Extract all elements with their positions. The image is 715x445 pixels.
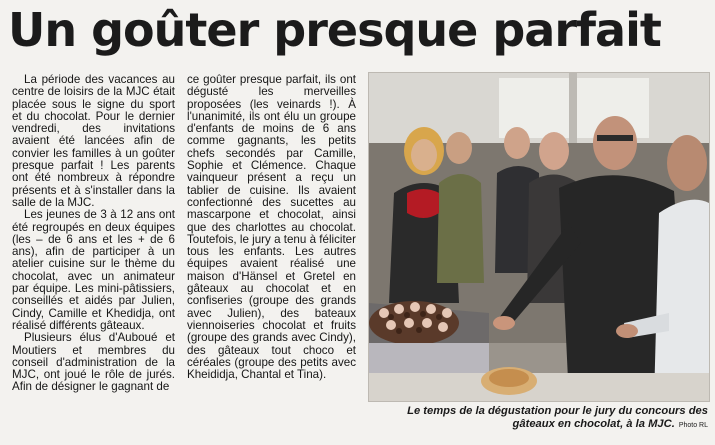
photo-credit: Photo RL	[678, 422, 708, 429]
caption-text: Le temps de la dégustation pour le jury du concours des gâteaux en chocolat, à la MJC.	[407, 405, 708, 430]
photo-illustration	[369, 73, 709, 401]
paragraph: ce goûter presque parfait, ils ont dégusté les merveilles proposées (les veinards !). À l'unanimité, ils ont élu un groupe d'enfants de moins de 6 ans comme gagnants, les petits chefs secondés par Camille, Sophie et Clémence. Chaque vainqueur présent a reçu un tablier de cuisine. Ils avaient confectionné des sucettes au mascarpone et chocolat, ainsi que des charlottes au chocolat. Toutefois, le jury a tenu à féliciter tous les enfants. Les autres équipes avaient réalisé une maison d'Hänsel et Gretel en gâteaux au chocolat et en confiseries (groupe des grands avec Julien), des bateaux viennoiseries chocolat et fruits (groupe des grands avec Cindy), des gâteaux tout choco et céréales (groupe des petits avec Kheididja, Chantal et Tina).	[187, 73, 356, 382]
headline: Un goûter presque parfait	[8, 3, 661, 57]
paragraph: Plusieurs élus d'Auboué et Moutiers et membres du conseil d'administration de la MJC, ont joué le rôle de jurés. Afin de désigner le gagnant de	[12, 331, 175, 394]
paragraph: Les jeunes de 3 à 12 ans ont été regroupés en deux équipes (les – de 6 ans et les + de 6 ans), afin de participer à un atelier cuisine sur le thème du chocolat, avec un animateur par équipe. Les mini-pâtissiers, conseillés et aidés par Julien, Cindy, Camille et Khedidja, ont réalisé différents gâteaux.	[12, 208, 175, 332]
paragraph: La période des vacances au centre de loisirs de la MJC était placée sous le signe du sport et du chocolat. Pour le dernier vendredi, des invitations avaient été lancées afin de convier les familles à un goûter presque parfait ! Les parents ont été nombreux à répondre présents et à s'installer dans la salle de la MJC.	[12, 73, 175, 209]
photo-caption	[368, 405, 708, 432]
article-column-2	[187, 74, 356, 381]
article-column-1	[12, 74, 175, 394]
article-photo	[368, 72, 710, 402]
